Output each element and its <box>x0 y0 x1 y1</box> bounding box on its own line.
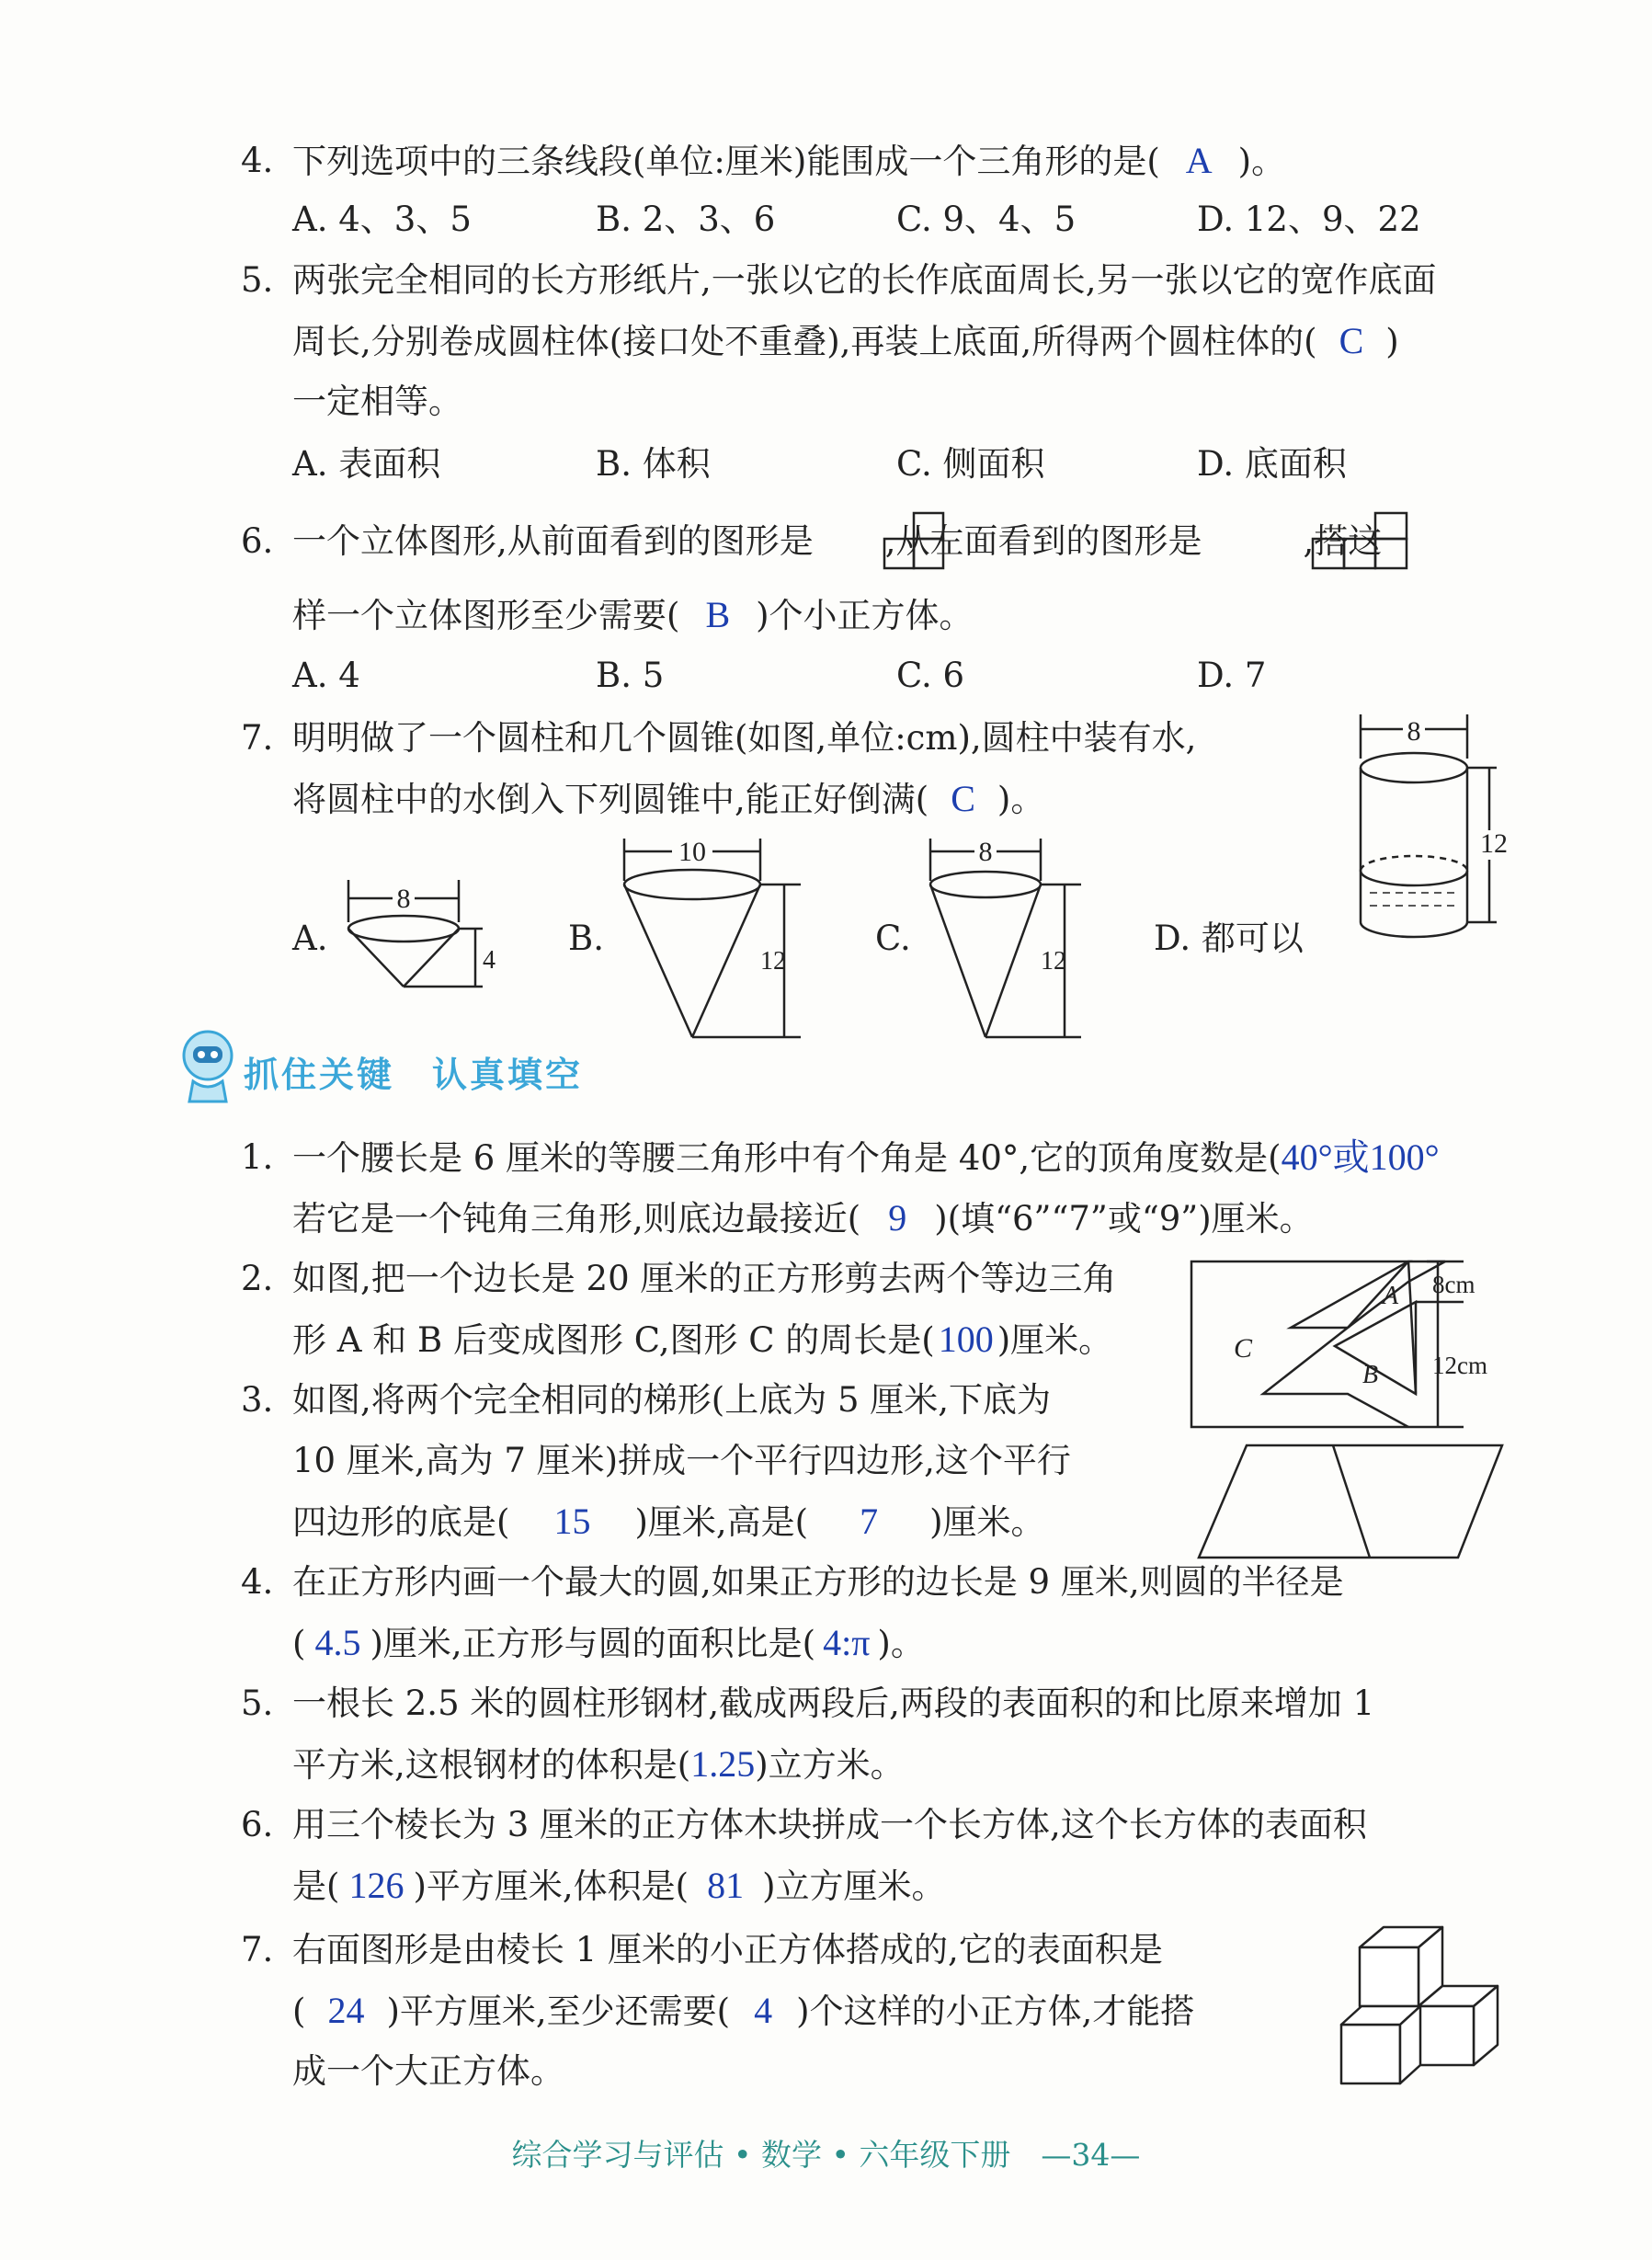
q5-number: 5. <box>241 260 274 300</box>
q6-option-d: D. 7 <box>1197 656 1267 695</box>
q4-option-a: A. 4、3、5 <box>292 200 472 239</box>
q5-option-a: A. 表面积 <box>292 444 441 484</box>
fill-q4-line1: 在正方形内画一个最大的圆,如果正方形的边长是 9 厘米,则圆的半径是 <box>292 1562 1344 1602</box>
cone-b-diameter-label: 10 <box>678 837 706 867</box>
q4-answer: A <box>1185 140 1213 181</box>
fill-q7-answer1: 24 <box>327 1990 365 2031</box>
q6-option-a: A. 4 <box>292 656 360 695</box>
q6-line1-b: ,从左面看到的图形是 <box>884 521 1202 561</box>
q7-line2-b: )。 <box>997 780 1045 819</box>
q7-number: 7. <box>241 718 274 758</box>
fill-q6-line1: 用三个棱长为 3 厘米的正方体木块拼成一个长方体,这个长方体的表面积 <box>292 1805 1367 1844</box>
fill-q1-line2-b: )(填“6”“7”或“9”)厘米。 <box>934 1199 1314 1238</box>
fill-q2-line2-a: 形 A 和 B 后变成图形 C,图形 C 的周长是( <box>292 1320 935 1360</box>
q6-line1 <box>292 520 1382 563</box>
fill-q1-line2 <box>292 1197 1314 1240</box>
q4-text-b: )。 <box>1237 142 1286 181</box>
fill-q3-line2: 10 厘米,高为 7 厘米)拼成一个平行四边形,这个平行 <box>292 1441 1071 1480</box>
fill-q6-line2-a: 是( <box>292 1866 340 1906</box>
q6-line2 <box>292 594 974 637</box>
q7-label-c: C. <box>875 919 911 958</box>
fill-q3-line3-c: )厘米。 <box>929 1502 1045 1542</box>
cone-a-diameter-label: 8 <box>396 884 411 914</box>
square-cut-figure <box>1188 1258 1519 1434</box>
fill-q2-line2 <box>292 1318 1112 1362</box>
fill-q5-line2-a: 平方米,这根钢材的体积是( <box>292 1745 691 1785</box>
q6-number: 6. <box>241 521 274 561</box>
q5-answer: C <box>1339 320 1364 361</box>
fill-q1-answer2: 9 <box>888 1197 907 1238</box>
fill-q2-number: 2. <box>241 1259 274 1298</box>
fill-q7-line2-c: )个这样的小正方体,才能搭 <box>796 1992 1195 2031</box>
fill-q4-number: 4. <box>241 1562 274 1602</box>
fill-q7-answer2: 4 <box>754 1990 773 2031</box>
fill-q3-line1: 如图,将两个完全相同的梯形(上底为 5 厘米,下底为 <box>292 1380 1052 1420</box>
fill-q1-number: 1. <box>241 1137 274 1177</box>
fill-q3-line3-b: )厘米,高是( <box>634 1502 809 1542</box>
q7-line1: 明明做了一个圆柱和几个圆锥(如图,单位:cm),圆柱中装有水, <box>292 718 1197 758</box>
cylinder-figure <box>1351 713 1517 942</box>
left-view-figure <box>1311 511 1412 572</box>
parallelogram-figure <box>1195 1442 1508 1563</box>
q7-answer: C <box>951 778 975 819</box>
cone-c-figure <box>927 837 1111 1044</box>
fill-q7-line1: 右面图形是由棱长 1 厘米的小正方体搭成的,它的表面积是 <box>292 1930 1163 1969</box>
fill-q5-line2-b: )立方米。 <box>755 1745 905 1785</box>
q4-option-b: B. 2、3、6 <box>596 200 776 239</box>
robot-mascot-icon <box>175 1028 244 1106</box>
figure-bottom-length-label: 12cm <box>1432 1352 1487 1379</box>
fill-q6-line2 <box>292 1865 946 1908</box>
figure-a-label: A <box>1383 1282 1399 1310</box>
q4-number: 4. <box>241 141 274 180</box>
cone-a-height-label: 4 <box>483 946 496 975</box>
fill-q3-line3-a: 四边形的底是( <box>292 1502 510 1542</box>
q5-line2 <box>292 320 1399 363</box>
figure-b-label: B <box>1362 1361 1379 1389</box>
stacked-cubes-figure <box>1338 1923 1503 2089</box>
q5-line2-a: 周长,分别卷成圆柱体(接口处不重叠),再装上底面,所得两个圆柱体的( <box>292 322 1317 361</box>
fill-q1-line2-a: 若它是一个钝角三角形,则底边最接近( <box>292 1199 861 1238</box>
figure-top-length-label: 8cm <box>1432 1271 1475 1298</box>
cylinder-diameter-label: 8 <box>1407 716 1421 747</box>
fill-q1-line1 <box>292 1136 1440 1180</box>
fill-q1-answer1: 40°或100° <box>1281 1136 1440 1178</box>
figure-c-label: C <box>1234 1333 1253 1364</box>
q6-answer: B <box>705 594 731 635</box>
fill-q3-line3 <box>292 1501 1045 1544</box>
fill-q6-answer1: 126 <box>348 1865 404 1906</box>
fill-q6-number: 6. <box>241 1805 274 1844</box>
fill-q6-line2-b: )平方厘米,体积是( <box>413 1866 689 1906</box>
cone-b-height-label: 12 <box>760 947 786 976</box>
fill-q5-line2 <box>292 1743 905 1786</box>
fill-q3-answer2: 7 <box>860 1501 879 1542</box>
page-footer: 综合学习与评估 • 数学 • 六年级下册 —34— <box>511 2137 1141 2173</box>
front-view-figure <box>883 511 947 572</box>
q7-line2 <box>292 778 1044 821</box>
q4-option-d: D. 12、9、22 <box>1197 200 1421 239</box>
q4-text-a: 下列选项中的三条线段(单位:厘米)能围成一个三角形的是( <box>292 142 1160 181</box>
cone-c-height-label: 12 <box>1041 947 1066 976</box>
fill-q6-answer2: 81 <box>707 1865 745 1906</box>
fill-q4-line2 <box>292 1622 925 1665</box>
q5-line2-b: ) <box>1385 322 1399 361</box>
q6-line2-a: 样一个立体图形至少需要( <box>292 596 680 635</box>
fill-q5-line1: 一根长 2.5 米的圆柱形钢材,截成两段后,两段的表面积的和比原来增加 1 <box>292 1684 1375 1723</box>
q6-line1-c: ,搭这 <box>1303 521 1383 561</box>
fill-q1-line1-a: 一个腰长是 6 厘米的等腰三角形中有个角是 40°,它的顶角度数是( <box>292 1138 1282 1178</box>
fill-q7-line2-b: )平方厘米,至少还需要( <box>386 1992 731 2031</box>
fill-q2-line2-b: )厘米。 <box>997 1320 1113 1360</box>
q7-label-d: D. 都可以 <box>1154 919 1304 958</box>
cone-a-figure <box>345 878 510 988</box>
fill-q6-line2-c: )立方厘米。 <box>762 1866 946 1906</box>
cylinder-height-label: 12 <box>1480 828 1508 859</box>
cone-b-figure <box>621 837 823 1044</box>
fill-q5-answer: 1.25 <box>690 1743 756 1785</box>
q5-line1: 两张完全相同的长方形纸片,一张以它的长作底面周长,另一张以它的宽作底面 <box>292 260 1437 300</box>
fill-q5-number: 5. <box>241 1684 274 1723</box>
fill-q2-answer: 100 <box>938 1318 994 1360</box>
q4-option-c: C. 9、4、5 <box>896 200 1077 239</box>
fill-q4-answer2: 4:π <box>823 1622 871 1663</box>
q6-line1-a: 一个立体图形,从前面看到的图形是 <box>292 521 814 561</box>
fill-q2-line1: 如图,把一个边长是 20 厘米的正方形剪去两个等边三角 <box>292 1259 1117 1298</box>
fill-q3-answer1: 15 <box>553 1501 591 1542</box>
q6-option-b: B. 5 <box>596 656 665 695</box>
q5-line3: 一定相等。 <box>292 382 462 421</box>
q7-label-b: B. <box>568 919 604 958</box>
q6-line2-b: )个小正方体。 <box>756 596 974 635</box>
fill-q4-line2-c: )。 <box>877 1624 925 1663</box>
fill-q3-number: 3. <box>241 1380 274 1420</box>
fill-q7-number: 7. <box>241 1930 274 1969</box>
fill-q4-answer1: 4.5 <box>314 1622 361 1663</box>
fill-q4-line2-a: ( <box>292 1624 306 1663</box>
fill-q7-line3: 成一个大正方体。 <box>292 2051 564 2091</box>
cone-c-diameter-label: 8 <box>978 837 993 867</box>
q5-option-b: B. 体积 <box>596 444 711 484</box>
q4-text <box>292 140 1285 183</box>
q6-option-c: C. 6 <box>896 656 965 695</box>
q7-label-a: A. <box>292 919 328 958</box>
q5-option-c: C. 侧面积 <box>896 444 1045 484</box>
fill-q4-line2-b: )厘米,正方形与圆的面积比是( <box>370 1624 816 1663</box>
fill-q7-line2 <box>292 1990 1194 2033</box>
q5-option-d: D. 底面积 <box>1197 444 1347 484</box>
section-title: 抓住关键 认真填空 <box>244 1055 584 1095</box>
q7-line2-a: 将圆柱中的水倒入下列圆锥中,能正好倒满( <box>292 780 929 819</box>
fill-q7-line2-a: ( <box>292 1992 306 2031</box>
